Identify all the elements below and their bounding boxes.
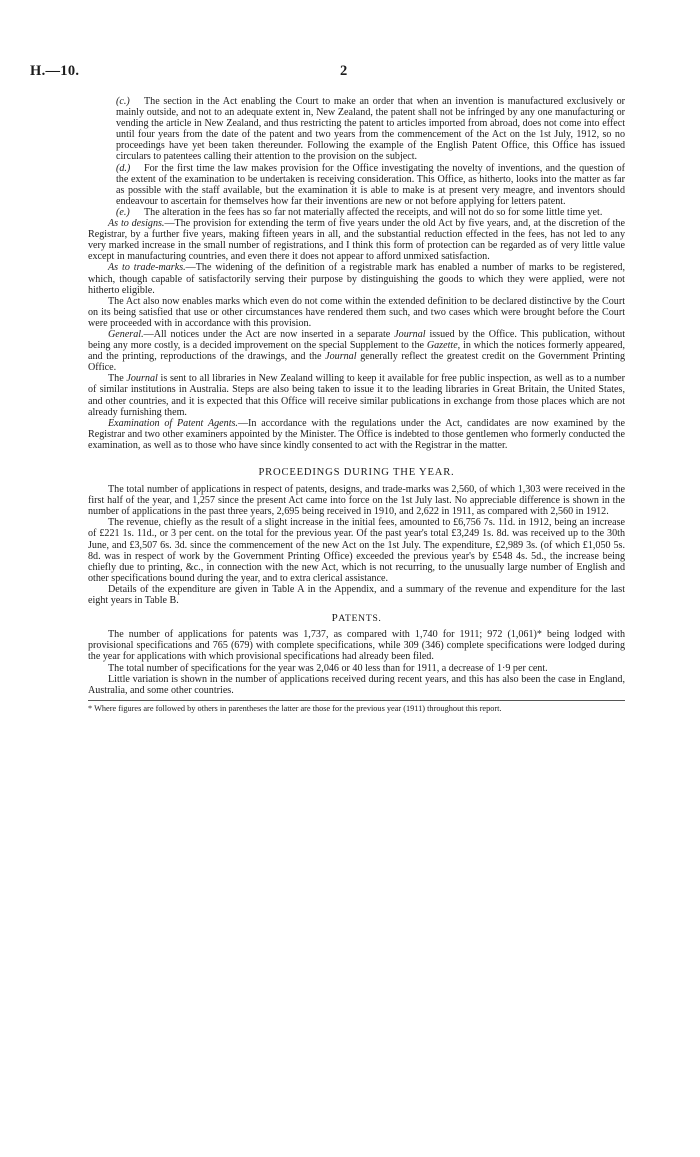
trade-marks-paragraph-2: The Act also now enables marks which even do not come within the extended definition to be declared distinctive by the Court on its being satisfied that use or other circumstances have rendered them such, and two cases which were brought before the Court were proceeded with in accordance with this provision. [88, 295, 625, 329]
examination-text: —In accordance with the regulations under the Act, candidates are now examined by the Registrar and two other examiners appointed by the Minister. The Office is indebted to those gentlemen who formerly conducted the examination, as well as to those who have since kindly consented to act with the Registrar in the matter. [88, 417, 625, 451]
journal-paragraph [88, 373, 625, 417]
item-text: The alteration in the fees has so far not materially affected the receipts, and will not do so for some little time yet. [144, 206, 603, 218]
general-text: —All notices under the Act are now inserted in a separate [143, 328, 395, 340]
journal-title: Journal [394, 328, 426, 340]
trade-marks-paragraph [88, 262, 625, 295]
specifications-paragraph: The total number of specifications for the year was 2,046 or 40 less than for 1911, a decrease of 1·9 per cent. [108, 662, 548, 674]
general-paragraph [88, 329, 625, 373]
general-text: issued by the Office. This publication, without being any more costly, is a decided improvement on the special Supplement to the [88, 328, 625, 352]
footnote: * Where figures are followed by others in parentheses the latter are those for the previous year (1911) throughout this report. [88, 703, 502, 713]
footnote-divider [88, 700, 625, 701]
revenue-paragraph: The revenue, chiefly as the result of a slight increase in the initial fees, amounted to £6,756 7s. 11d. in 1912, being an increase of £221 1s. 11d., or 3 per cent. on the total for the previous year. Of the past year's total £3,249 1s. 8d. was received up to the 30th June, and £3,507 6s. 3d. since the commencement of the new Act on the 1st July. The expenditure, £2,989 3s. (of which £1,050 5s. 8d. was in respect of work by the Government Printing Office) exceeded the previous year's by £548 4s. 5d., the increase being chiefly due to printing, &c., in connection with the new Act, which is not recurring, to the unusually large number of English and other specifications bound during the year, and to extra clerical assistance. [88, 517, 625, 584]
variation-paragraph: Little variation is shown in the number of applications received during recent years, and this has also been the case in England, Australia, and some other countries. [88, 673, 625, 696]
list-item [88, 207, 625, 218]
patents-heading-cap: P [331, 612, 339, 625]
journal-title: Journal [325, 351, 357, 363]
trade-marks-lead: As to trade-marks. [108, 262, 186, 274]
general-lead: General. [108, 328, 144, 340]
section-heading: PROCEEDINGS DURING THE YEAR. [258, 467, 455, 478]
designs-text: —The provision for extending the term of five years under the old Act by five years, and, at the discretion of the Registrar, by a further five years, making fifteen years in all, and the substantial reduction effected in the fees, has not led to any very marked increase in the small number of registrations, and I think this form of protection can be regarded as of very little value except in manufacturing countries, and even there it does not appear to afford unmixed satisfaction. [88, 218, 626, 263]
journal-title: Journal [126, 373, 158, 385]
patents-paragraph: The number of applications for patents was 1,737, as compared with 1,740 for 1911; 972 (1,061)* being lodged with provisional specifications and 765 (679) with complete specifications, while 309 (346) complete specifications were lodged during the year for applications with which provisional specifications had already been filed. [88, 629, 625, 663]
designs-paragraph [88, 218, 625, 262]
examination-paragraph [88, 418, 625, 451]
gazette-title: Gazette, [426, 340, 461, 352]
general-text: generally reflect the greatest credit on the Government Printing Office. [88, 351, 626, 374]
proceedings-paragraph: The total number of applications in respect of patents, designs, and trade-marks was 2,560, of which 1,303 were received in the first half of the year, and 1,257 since the present Act came into force on the 1st July last. No appreciable difference is shown in the number of applications in the past three years, 2,695 being received in 1910, and 2,622 in 1911, as compared with 2,560 in 1912. [88, 484, 625, 518]
designs-lead: As to designs. [108, 218, 165, 230]
general-text: in which the notices formerly appeared, and the printing, reproductions of the drawings, and the [88, 340, 625, 363]
item-text: For the first time the law makes provision for the Office investigating the novelty of inventions, and the question of the extent of the examination to be undertaken is receiving consideration. This Office, as hitherto, looks into the matter as far as possible with the staff available, but the examination it is able to make is at present very meagre, and inventors should endeavour to ascertain for themselves how far their inventions are new or not before applying for letters patent. [116, 162, 625, 207]
page-number: 2 [340, 63, 348, 79]
trade-marks-text: —The widening of the definition of a registrable mark has enabled a number of marks to be registered, which, though capable of satisfactorily serving their purpose by distinguishing the goods to which they were applied, were not hitherto eligible. [88, 262, 625, 296]
details-paragraph: Details of the expenditure are given in Table A in the Appendix, and a summary of the revenue and expenditure for the last eight years in Table B. [88, 583, 625, 607]
item-text: The section in the Act enabling the Court to make an order that when an invention is manufactured exclusively or mainly outside, and not to an adequate extent in, New Zealand, the patent shall not be infringed by any one manufacturing or vending the article in New Zealand, and thus restricting the patent to articles imported from abroad, does not come into effect until four years from the date of the patent and two years from the commencement of the Act on the 1st July, 1912, so no proceedings have yet been taken thereunder. Following the example of the English Patent Office, this Office has issued circulars to patentees calling their attention to the provision on the subject. [116, 96, 625, 163]
item-label: (c.) [116, 96, 130, 107]
journal-text: is sent to all libraries in New Zealand willing to keep it available for free public inspection, as well as to a number of similar institutions in Australia. Steps are also being taken to issue it to the leading libraries in Great Britain, the United States, and other countries, and it is expected that this Office will receive similar publications in exchange from those places which are not already furnishing them. [88, 373, 625, 418]
journal-text: The [108, 373, 127, 385]
list-item [88, 163, 625, 207]
item-label: (d.) [116, 162, 131, 174]
patents-heading-rest: ATENTS. [338, 613, 382, 625]
list-item [88, 96, 625, 163]
document-body [88, 96, 625, 713]
patents-heading [88, 613, 625, 624]
item-label: (e.) [116, 206, 130, 218]
page-reference: H.—10. [30, 63, 80, 79]
examination-lead: Examination of Patent Agents. [108, 417, 238, 429]
